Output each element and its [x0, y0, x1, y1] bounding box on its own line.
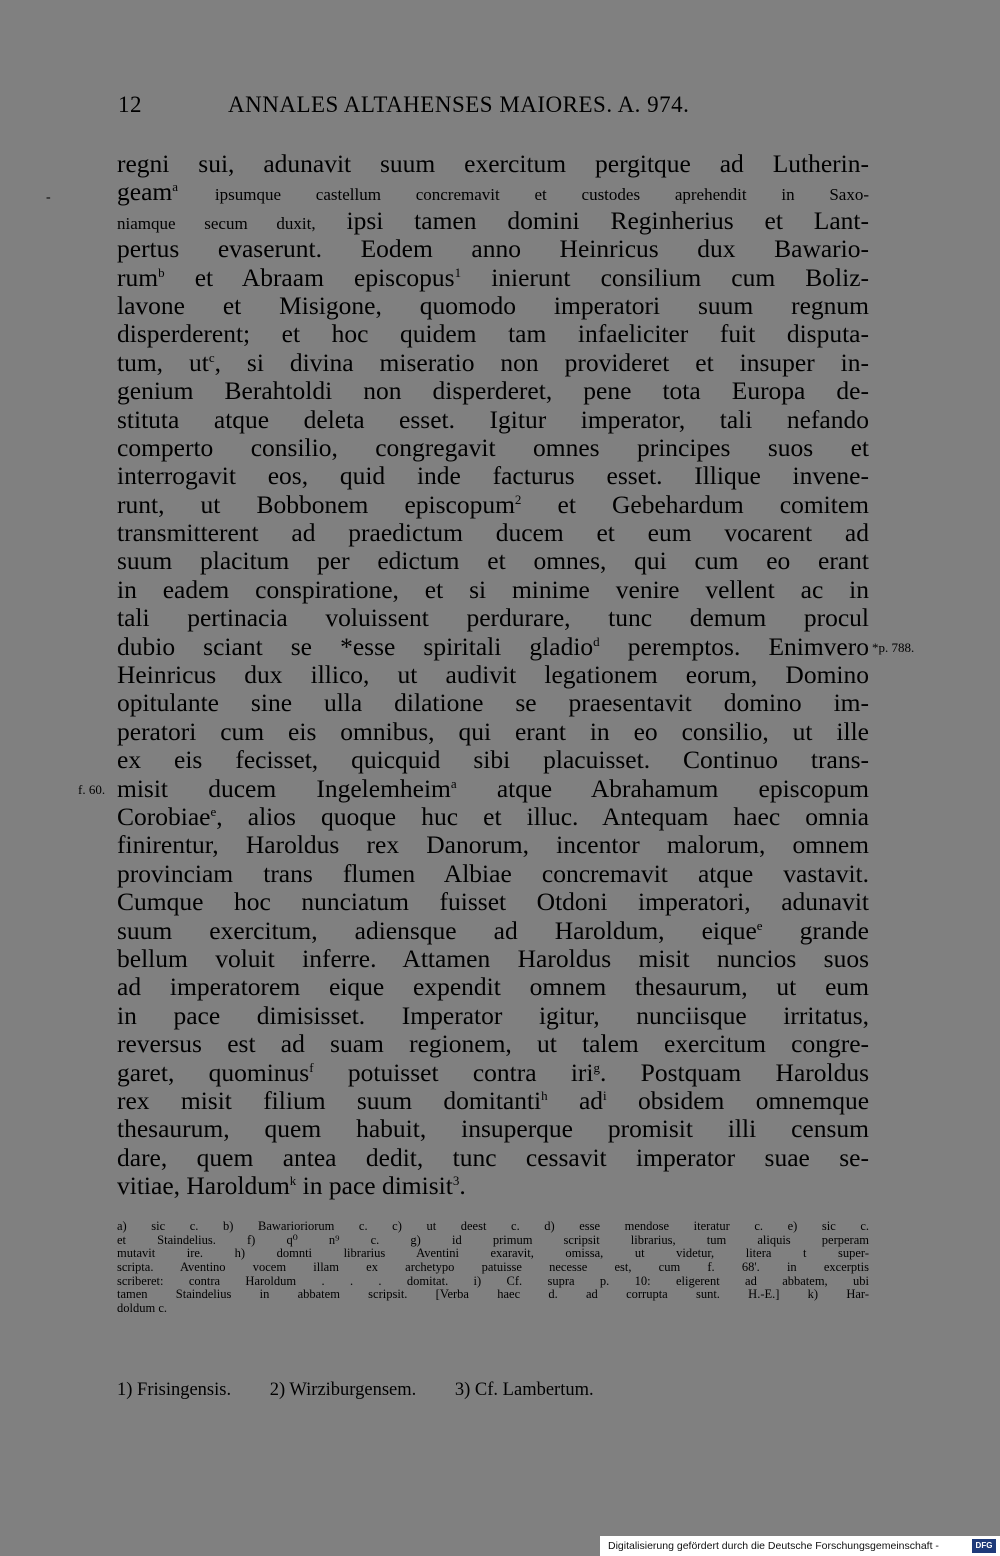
footnote-2: 2) Wirziburgensem.: [269, 1380, 417, 1400]
text-line: transmitterent ad praedictum ducem et eum vocarent ad: [117, 518, 869, 548]
text-line: garet, quominus$^f$ potuisset contra iri$^g$. Postquam Haroldus: [117, 1057, 870, 1087]
text-line: comperto consilio, congregavit omnes principes suos et: [117, 432, 869, 462]
page-header: [118, 92, 758, 122]
dfg-logo: DFG: [972, 1539, 996, 1553]
margin-folio-ref: f. 60.: [78, 782, 106, 797]
footnote-3: 3) Cf. Lambertum.: [454, 1380, 594, 1400]
text-line: pertus evaserunt. Eodem anno Heinricus dux Bawario-: [117, 234, 869, 264]
funding-banner: [600, 1536, 1000, 1556]
text-line: dubio sciant se *esse spiritali gladio$^d$ peremptos. Enimvero: [117, 631, 869, 661]
critical-apparatus: [117, 1220, 869, 1316]
note-line: doldum c.: [117, 1301, 167, 1316]
text-line: reversus est ad suam regionem, ut talem exercitum congre-: [117, 1029, 869, 1059]
text-line: Cumque hoc nunciatum fuisset Otdoni imperatori, adunavit: [117, 887, 869, 917]
text-line: dare, quem antea dedit, tunc cessavit imperator suae se-: [117, 1142, 869, 1172]
main-text: [117, 150, 869, 1200]
text-line: provinciam trans flumen Albiae concremavit atque vastavit.: [117, 858, 869, 888]
note-line: et Staindelius. f) q⁰ n⁹ c. g) id primum scripsit librarius, tum aliquis perperam: [117, 1232, 869, 1247]
text-line: tali pertinacia voluissent perdurare, tunc demum procul: [117, 603, 869, 633]
text-line: ex eis fecisset, quicquid sibi placuisset. Continuo trans-: [117, 745, 869, 775]
margin-page-ref: *p. 788.: [872, 640, 915, 655]
text-line: interrogavit eos, quid inde facturus esset. Illique invene-: [117, 461, 869, 491]
funding-text: Digitalisierung gefördert durch die Deutsche Forschungsgemeinschaft -: [608, 1540, 939, 1552]
text-line: ad imperatorem eique expendit omnem thesaurum, ut eum: [117, 972, 869, 1002]
text-line: finirentur, Haroldus rex Danorum, incentor malorum, omnem: [117, 830, 869, 860]
text-line: in pace dimisisset. Imperator igitur, nunciisque irritatus,: [117, 1000, 869, 1030]
note-line: mutavit ire. h) domnti librarius Aventini exaravit, omissa, ut videtur, litera t super-: [117, 1246, 869, 1261]
page-number: 12: [118, 92, 142, 117]
text-line: Corobiae$^e$, alios quoque huc et illuc. Antequam haec omnia: [117, 801, 869, 831]
text-line: Heinricus dux illico, ut audivit legationem eorum, Domino: [117, 660, 869, 690]
text-line: suum exercitum, adiensque ad Haroldum, eique$^e$ grande: [117, 915, 870, 945]
footnote-1: 1) Frisingensis.: [117, 1380, 232, 1400]
text-line: disperderent; et hoc quidem tam infaeliciter fuit disputa-: [117, 319, 869, 349]
text-line: misit ducem Ingelemheim$^a$ atque Abrahamum episcopum: [117, 773, 869, 803]
text-line: tum, $ut^c$, si divina miseratio non provideret et insuper in-: [117, 347, 869, 377]
text-line: opitulante sine ulla dilatione se praesentavit domino im-: [117, 688, 869, 718]
text-line: bellum voluit inferre. Attamen Haroldus misit nuncios suos: [117, 943, 869, 973]
text-line: regni sui, adunavit suum exercitum pergitque ad Lutherin-: [117, 149, 869, 178]
margin-tick: -: [46, 190, 51, 205]
note-line: a) sic c. b) Bawarioriorum c. c) ut deest c. d) esse mendose iteratur c. e) sic c.: [117, 1219, 869, 1233]
note-line: tamen Staindelius in abbatem scripsit. [Verba haec d. ad corrupta sunt. H.-E.] k) Har-: [117, 1287, 869, 1302]
text-line: peratori cum eis omnibus, qui erant in eo consilio, ut ille: [117, 716, 869, 746]
text-line: stituta atque deleta esset. Igitur imperator, tali nefando: [117, 404, 869, 434]
text-line: rum$^b$ et Abraam episcopus$^1$ inierunt consilium cum Boliz-: [117, 262, 870, 292]
text-line: runt, ut Bobbonem episcopum$^2$ et Gebehardum comitem: [117, 489, 870, 519]
text-line: lavone et Misigone, quomodo imperatori suum regnum: [117, 290, 869, 320]
text-line: suum placitum per edictum et omnes, qui cum eo erant: [117, 546, 869, 576]
note-line: scriberet: contra Haroldum . . . domitat. i) Cf. supra p. 10: eligerent ad abbatem, ubi: [117, 1273, 869, 1288]
text-line: genium Berahtoldi non disperderet, pene tota Europa de-: [117, 376, 869, 406]
note-line: scripta. Aventino vocem illam ex archetypo patuisse necesse est, cum f. 68'. in excerptis: [117, 1260, 869, 1275]
text-line: thesaurum, quem habuit, insuperque promisit illi censum: [117, 1114, 869, 1144]
text-line: rex misit filium suum domitanti$^h$ $ad^i$ obsidem omnemque: [117, 1085, 870, 1115]
running-title: ANNALES ALTAHENSES MAIORES. A. 974.: [228, 92, 690, 117]
footnotes: [117, 1380, 817, 1401]
text-line: geam$^a$ ipsumque castellum concremavit et custodes aprehendit in Saxo-: [117, 177, 870, 207]
text-line: in eadem conspiratione, et si minime venire vellent ac in: [117, 574, 869, 604]
text-line: niamque secum duxit, ipsi tamen domini Reginherius et Lant-: [117, 205, 869, 235]
text-line: vitiae, Haroldum$^k$ in pace dimisit$^3$.: [117, 1171, 466, 1201]
